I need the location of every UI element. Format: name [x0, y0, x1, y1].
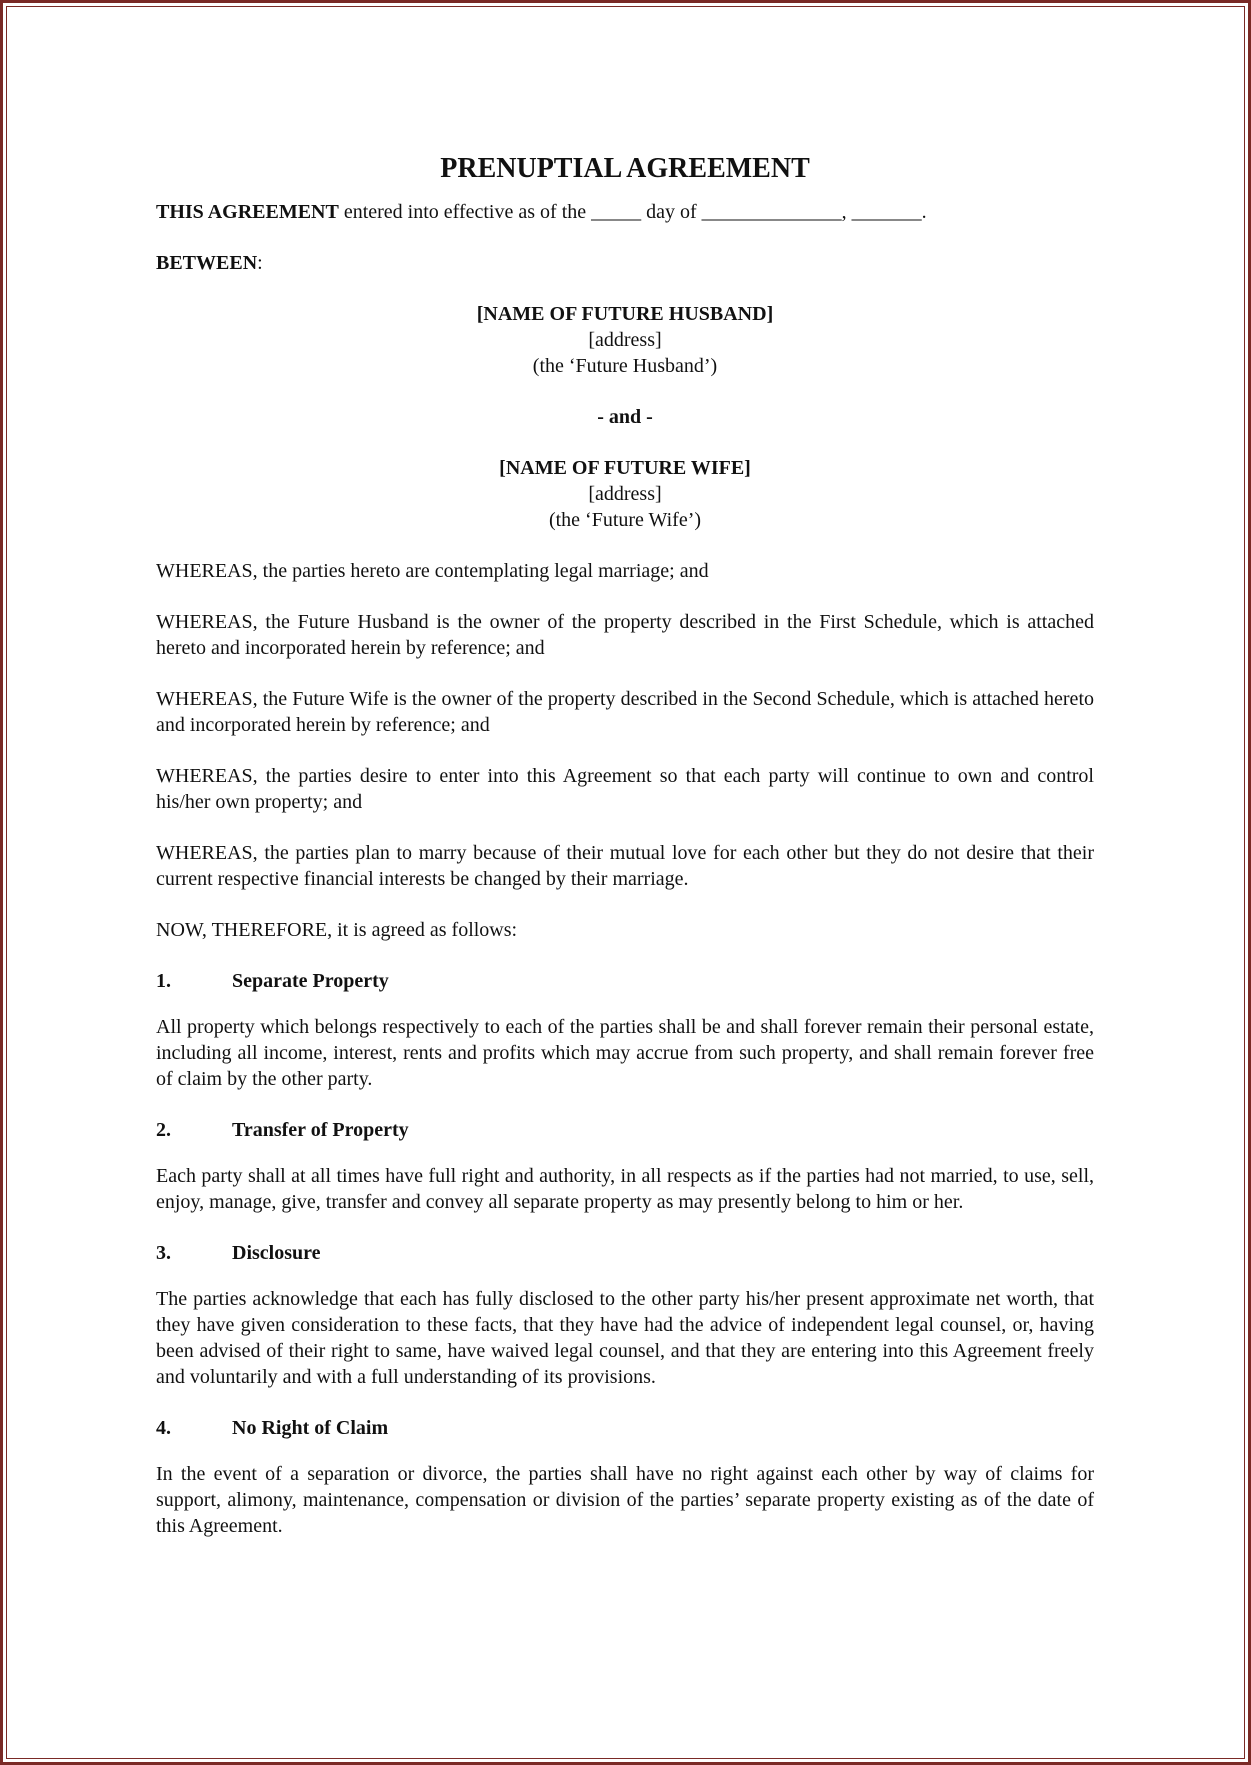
clause-title: Transfer of Property	[232, 1119, 409, 1141]
clause-heading	[156, 968, 1094, 994]
recital-paragraph: WHEREAS, the parties hereto are contemplating legal marriage; and	[156, 560, 709, 582]
and-separator: - and -	[597, 406, 653, 428]
clause-number: 3.	[156, 1242, 171, 1264]
recital-paragraph: WHEREAS, the parties desire to enter into this Agreement so that each party will continue to own and control his/her own property; and	[156, 765, 1094, 813]
recital-paragraph: WHEREAS, the parties plan to marry because of their mutual love for each other but they do not desire that their current respective financial interests be changed by their marriage.	[156, 842, 1094, 890]
clause-heading	[156, 1240, 1094, 1266]
between-colon: :	[257, 252, 263, 274]
clause-body: In the event of a separation or divorce, the parties shall have no right against each other by way of claims for support, alimony, maintenance, compensation or division of the parties’ separate property existing as of the date of this Agreement.	[156, 1463, 1094, 1537]
husband-block	[156, 301, 1094, 379]
wife-block	[156, 455, 1094, 533]
clause-separate-property	[156, 968, 1094, 1092]
husband-name: [NAME OF FUTURE HUSBAND]	[476, 303, 774, 325]
clause-title: Separate Property	[232, 970, 389, 992]
clause-disclosure	[156, 1240, 1094, 1390]
clause-number: 1.	[156, 970, 171, 992]
clause-heading	[156, 1415, 1094, 1441]
between-line	[156, 250, 1094, 276]
clause-body: All property which belongs respectively to each of the parties shall be and shall forever remain their personal estate, including all income, interest, rents and profits which may accrue from such property, and shall remain forever free of claim by the other party.	[156, 1016, 1094, 1090]
husband-defined-term: (the ‘Future Husband’)	[532, 355, 718, 377]
intro-bold-lead: THIS AGREEMENT	[156, 201, 339, 223]
clause-number: 4.	[156, 1417, 171, 1439]
wife-address: [address]	[588, 483, 662, 505]
wife-defined-term: (the ‘Future Wife’)	[548, 509, 702, 531]
clause-heading	[156, 1117, 1094, 1143]
wife-name: [NAME OF FUTURE WIFE]	[499, 457, 751, 479]
document-page	[156, 152, 1094, 1564]
husband-address: [address]	[588, 329, 662, 351]
intro-text: entered into effective as of the _____ day of ______________, _______.	[338, 201, 927, 223]
therefore-paragraph: NOW, THEREFORE, it is agreed as follows:	[156, 919, 518, 941]
clause-title: Disclosure	[232, 1242, 321, 1264]
clause-title: No Right of Claim	[232, 1417, 389, 1439]
clause-body: The parties acknowledge that each has fully disclosed to the other party his/her present approximate net worth, that they have given consideration to these facts, that they have had the advice of independent legal counsel, or, having been advised of their right to same, have waived legal counsel, and that they are entering into this Agreement freely and voluntarily and with a full understanding of its provisions.	[156, 1288, 1094, 1388]
clause-no-right-of-claim	[156, 1415, 1094, 1539]
clause-transfer-of-property	[156, 1117, 1094, 1215]
intro-paragraph	[156, 199, 1094, 225]
clause-body: Each party shall at all times have full right and authority, in all respects as if the parties had not married, to use, sell, enjoy, manage, give, transfer and convey all separate property as may presently belong to him or her.	[156, 1165, 1094, 1213]
clause-number: 2.	[156, 1119, 171, 1141]
recital-paragraph: WHEREAS, the Future Wife is the owner of the property described in the Second Schedule, which is attached hereto and incorporated herein by reference; and	[156, 688, 1094, 736]
between-label: BETWEEN	[156, 252, 258, 274]
recital-paragraph: WHEREAS, the Future Husband is the owner of the property described in the First Schedule, which is attached hereto and incorporated herein by reference; and	[156, 611, 1094, 659]
document-title: PRENUPTIAL AGREEMENT	[440, 153, 810, 184]
